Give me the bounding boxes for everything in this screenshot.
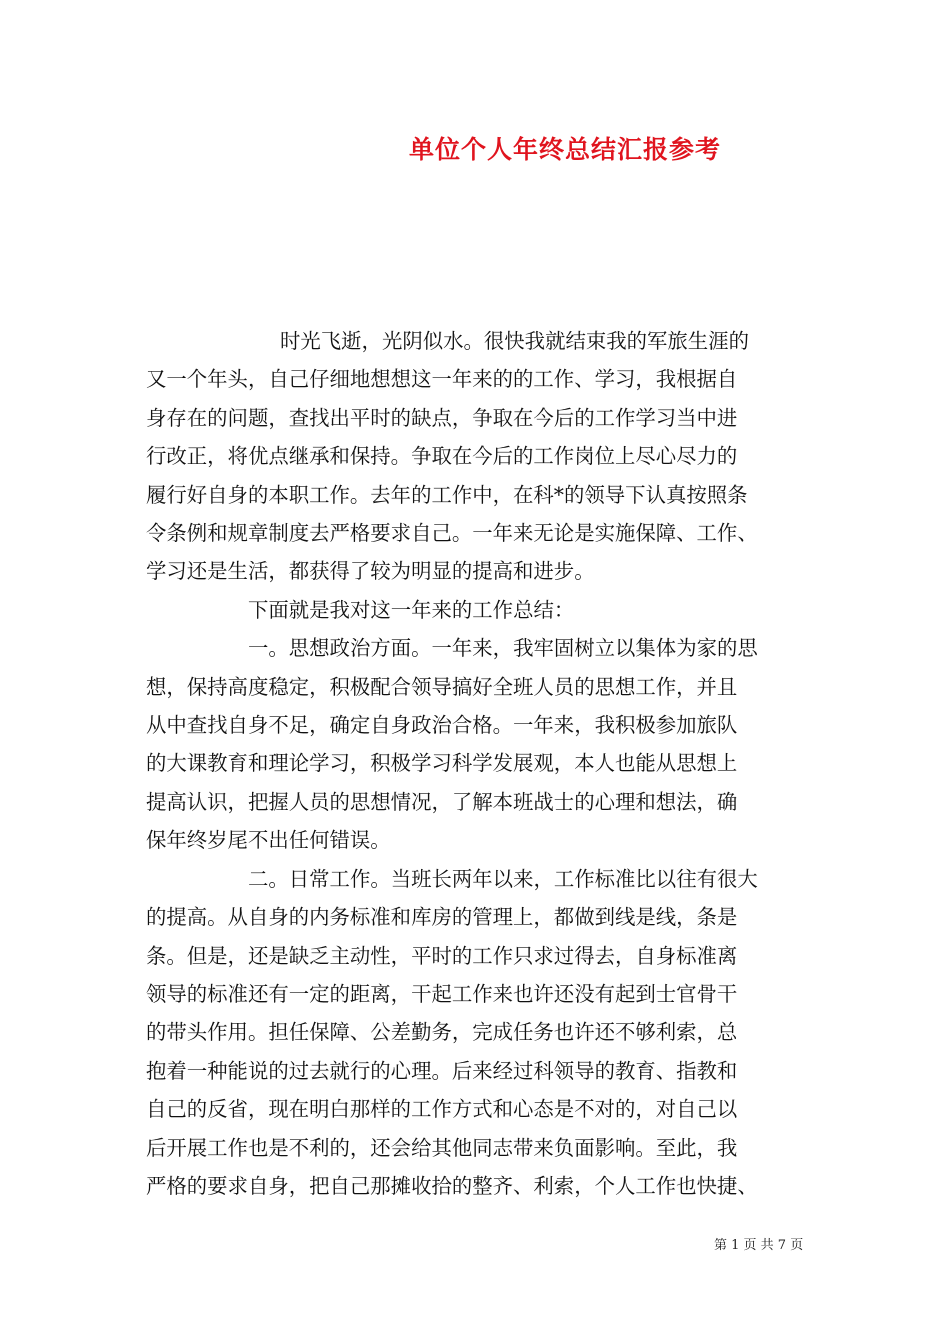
text-line: 二。日常工作。当班长两年以来，工作标准比以往有很大	[248, 866, 758, 891]
text-line: 行改正，将优点继承和保持。争取在今后的工作岗位上尽心尽力的	[146, 444, 738, 469]
text-line: 令条例和规章制度去严格要求自己。一年来无论是实施保障、工作、	[146, 521, 758, 546]
text-line: 又一个年头，自己仔细地想想这一年来的的工作、学习，我根据自	[146, 367, 738, 392]
text-line: 的带头作用。担任保障、公差勤务，完成任务也许还不够利索，总	[146, 1020, 738, 1045]
text-line: 保年终岁尾不出任何错误。	[146, 828, 391, 853]
paragraph-summary-lead	[146, 591, 806, 629]
text-line: 领导的标准还有一定的距离，干起工作来也许还没有起到士官骨干	[146, 981, 738, 1006]
text-line: 条。但是，还是缺乏主动性，平时的工作只求过得去，自身标准离	[146, 943, 738, 968]
text-line: 一。思想政治方面。一年来，我牢固树立以集体为家的思	[248, 636, 758, 661]
document-body	[146, 322, 806, 1205]
text-line: 下面就是我对这一年来的工作总结：	[248, 597, 575, 622]
page-footer: 第 1 页 共 7 页	[714, 1238, 804, 1253]
paragraph-intro	[146, 322, 806, 591]
paragraph-daily-work	[146, 860, 806, 1206]
text-line: 身存在的问题，查找出平时的缺点，争取在今后的工作学习当中进	[146, 405, 738, 430]
text-line: 提高认识，把握人员的思想情况，了解本班战士的心理和想法，确	[146, 789, 738, 814]
text-line: 履行好自身的本职工作。去年的工作中，在科*的领导下认真按照条	[146, 482, 748, 507]
text-line: 后开展工作也是不利的，还会给其他同志带来负面影响。至此，我	[146, 1135, 738, 1160]
text-line: 学习还是生活，都获得了较为明显的提高和进步。	[146, 559, 595, 584]
paragraph-political	[146, 629, 806, 859]
text-line: 严格的要求自身，把自己那摊收拾的整齐、利索，个人工作也快捷、	[146, 1173, 758, 1198]
text-line: 时光飞逝，光阴似水。很快我就结束我的军旅生涯的	[280, 329, 749, 353]
text-line: 从中查找自身不足，确定自身政治合格。一年来，我积极参加旅队	[146, 713, 738, 738]
text-line: 想，保持高度稳定，积极配合领导搞好全班人员的思想工作，并且	[146, 674, 738, 699]
document-title: 单位个人年终总结汇报参考	[408, 135, 721, 164]
text-line: 抱着一种能说的过去就行的心理。后来经过科领导的教育、指教和	[146, 1058, 738, 1083]
text-line: 自己的反省，现在明白那样的工作方式和心态是不对的，对自己以	[146, 1097, 738, 1122]
text-line: 的大课教育和理论学习，积极学习科学发展观，本人也能从思想上	[146, 751, 738, 776]
text-line: 的提高。从自身的内务标准和库房的管理上，都做到线是线，条是	[146, 905, 738, 930]
